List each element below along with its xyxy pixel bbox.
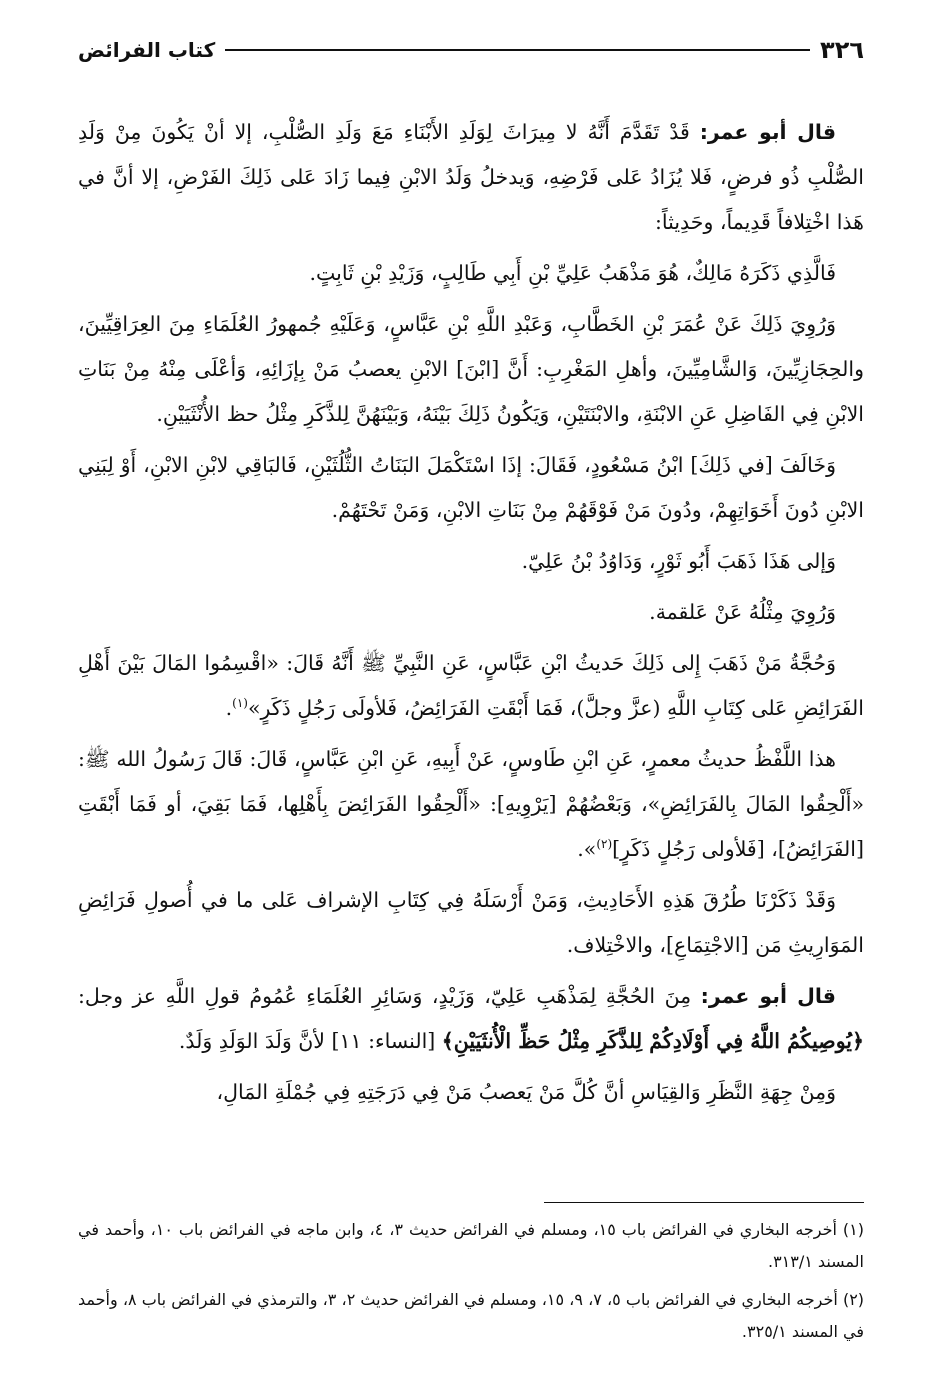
paragraph-8 xyxy=(78,737,864,872)
paragraph-text: وَرُوِيَ ذَلِكَ عَنْ عُمَرَ بْنِ الخَطَّابِ، وَعَبْدِ اللَّهِ بْنِ عَبَّاسٍ، وَعَلَيْهِ جُمهورُ العُلَمَاءِ مِنَ العِرَاقِيِّينَ، والحِجَازِيِّينَ، وَالشَّامِيِّينَ، وأهلِ المَغْرِبِ: أَنَّ [ابْنَ] الابْنِ يعصبُ مَنْ بِإزَائِهِ، وَأعْلَى مِنْهُ مِنْ بَنَاتِ الابْنِ فِي الفَاضِلِ عَنِ الابْنَةِ، والابْنَتَيْنِ، وَيَكُونُ ذَلِكَ بَيْنَهُ، وَبَيْنَهُنَّ لِلذَّكَرِ مِثْلُ حظ الأُنْثَيَيْنِ. xyxy=(78,312,864,426)
paragraph-tail: ». xyxy=(577,837,597,861)
paragraph-text: وَخَالَفَ [في ذَلِكَ] ابْنُ مَسْعُودٍ، فَقَالَ: إذَا اسْتَكْمَلَ البَنَاتُ الثُّلُثَيْنِ، فَالبَاقِي لابْنِ الابْنِ، أَوْ لِبَنِي الابْنِ دُونَ أَخَوَاتِهِمْ، ودُونَ مَنْ فَوْقَهُمْ مِنْ بَنَاتِ الابْنِ، وَمَنْ تَحْتَهُمْ. xyxy=(78,453,864,522)
footnote-marker[interactable]: (١) xyxy=(232,696,248,711)
paragraph-text: وَمِنْ جِهَةِ النَّظَرِ وَالقِيَاسِ أنَّ كُلَّ مَنْ يَعصبُ مَنْ فِي دَرَجَتِهِ فِي جُمْلَةِ المَالِ، xyxy=(216,1080,836,1104)
paragraph-1 xyxy=(78,110,864,245)
paragraph-6 xyxy=(78,590,864,635)
footnote-2: (٢) أخرجه البخاري في الفرائض باب ٥، ٧، ٩، ١٥، ومسلم في الفرائض حديث ٢، ٣، والترمذي في الفرائض باب ٨، وأحمد في المسند ٣٢٥/١. xyxy=(78,1290,865,1341)
footnote-1: (١) أخرجه البخاري في الفرائض باب ١٥، ومسلم في الفرائض حديث ٣، ٤، وابن ماجه في الفرائض باب ١٠، وأحمد في المسند ٣١٣/١. xyxy=(78,1220,865,1271)
speaker-label: قال أبو عمر: xyxy=(699,120,836,144)
paragraph-5 xyxy=(78,539,864,584)
paragraph-11 xyxy=(78,1070,864,1115)
paragraph-2 xyxy=(78,251,864,296)
body-text xyxy=(78,110,864,1115)
paragraph-text: وَحُجَّةُ مَنْ ذَهَبَ إِلى ذَلِكَ حَديثُ ابْنِ عَبَّاسٍ، عَنِ النَّبِيِّ ﷺ أَنَّهُ قَالَ: «اقْسِمُوا المَالَ بَيْنَ أَهْلِ الفَرَائِضِ عَلى كِتَابِ اللَّهِ (عزَّ وجلَّ)، فَمَا أَبْقَتِ الفَرَائِضُ، فَلأولَى رَجُلٍ ذَكَرٍ» xyxy=(78,651,864,720)
footnote-marker[interactable]: (٢) xyxy=(596,837,613,852)
paragraph-text: قَدْ تَقَدَّمَ أَنَّهُ لا مِيرَاثَ لِوَلَدِ الأَبْنَاءِ مَعَ وَلَدِ الصُّلْبِ، إلا أنْ يَكُونَ مِنْ وَلَدِ الصُّلْبِ ذُو فرضٍ، فَلا يُزَادُ عَلى فَرْضِهِ، وَيدخلُ وَلَدُ الابْنِ فِيما زَادَ عَلى ذَلِكَ الفَرْضِ، إلا أنَّ في هَذا اخْتِلافاً قَدِيماً، وحَدِيثاً: xyxy=(78,120,864,234)
paragraph-text: وَرُوِيَ مِثْلُهُ عَنْ عَلقمة. xyxy=(649,600,836,624)
paragraph-3 xyxy=(78,302,864,437)
page xyxy=(78,30,864,1370)
paragraph-9 xyxy=(78,878,864,968)
header-rule xyxy=(225,49,810,51)
footnote-rule xyxy=(544,1202,864,1203)
book-title: كتاب الفرائض xyxy=(78,38,216,62)
paragraph-4 xyxy=(78,443,864,533)
paragraph-text: فَالَّذِي ذَكَرَهُ مَالِكٌ، هُوَ مَذْهَبُ عَلِيِّ بْنِ أَبِي طَالِبٍ، وَزَيْدِ بْنِ ثَابِتٍ. xyxy=(309,261,836,285)
paragraph-text: مِنَ الحُجَّةِ لِمَذْهَبِ عَلِيّ، وَزَيْدٍ، وَسَائِرِ العُلَمَاءِ عُمُومُ قولِ اللَّهِ عز وجل: xyxy=(78,984,701,1008)
paragraph-tail: . xyxy=(225,696,233,720)
paragraph-text: هذا اللَّفْظُ حديثُ معمرٍ، عَنِ ابْنِ طَاوسٍ، عَنْ أَبِيهِ، عَنِ ابْنِ عَبَّاسٍ، قَالَ: قَالَ رَسُولُ الله ﷺ: «أَلْحِقُوا المَالَ بِالفَرَائِضِ»، وَبَعْضُهُمْ [يَرْوِيهِ]: «أَلْحِقُوا الفَرَائِضَ بِأَهْلِها، فَمَا بَقِيَ، أو فَمَا أَبْقَتِ [الفَرَائِضُ]، [فَلأولى رَجُلٍ ذَكَرٍ] xyxy=(78,747,864,861)
quran-verse: ﴿يُوصِيكُمُ اللَّهُ فِي أَوْلَادِكُمْ لِلذَّكَرِ مِثْلُ حَظِّ الْأُنثَيَيْنِ﴾ xyxy=(441,1029,864,1053)
paragraph-tail: [النساء: ١١] لأنَّ وَلَدَ الوَلَدِ وَلَدٌ. xyxy=(178,1029,442,1053)
paragraph-text: وَقَدْ ذَكَرْنَا طُرُقَ هَذِهِ الأَحَادِيثِ، وَمَنْ أَرْسَلَهُ فِي كِتَابِ الإشراف عَلى ما في أُصولِ فَرَائِضِ المَوَارِيثِ مَن [الاجْتِمَاعِ]، والاخْتِلاف. xyxy=(78,888,864,957)
paragraph-10 xyxy=(78,974,864,1064)
speaker-label: قال أبو عمر: xyxy=(700,984,836,1008)
running-header xyxy=(78,30,864,70)
footnotes xyxy=(78,1214,864,1354)
paragraph-7 xyxy=(78,641,864,731)
page-number: ٣٢٦ xyxy=(820,36,864,64)
paragraph-text: وَإلى هَذَا ذَهَبَ أَبُو ثَوْرٍ، وَدَاوُدُ بْنُ عَلِيّ. xyxy=(521,549,836,573)
